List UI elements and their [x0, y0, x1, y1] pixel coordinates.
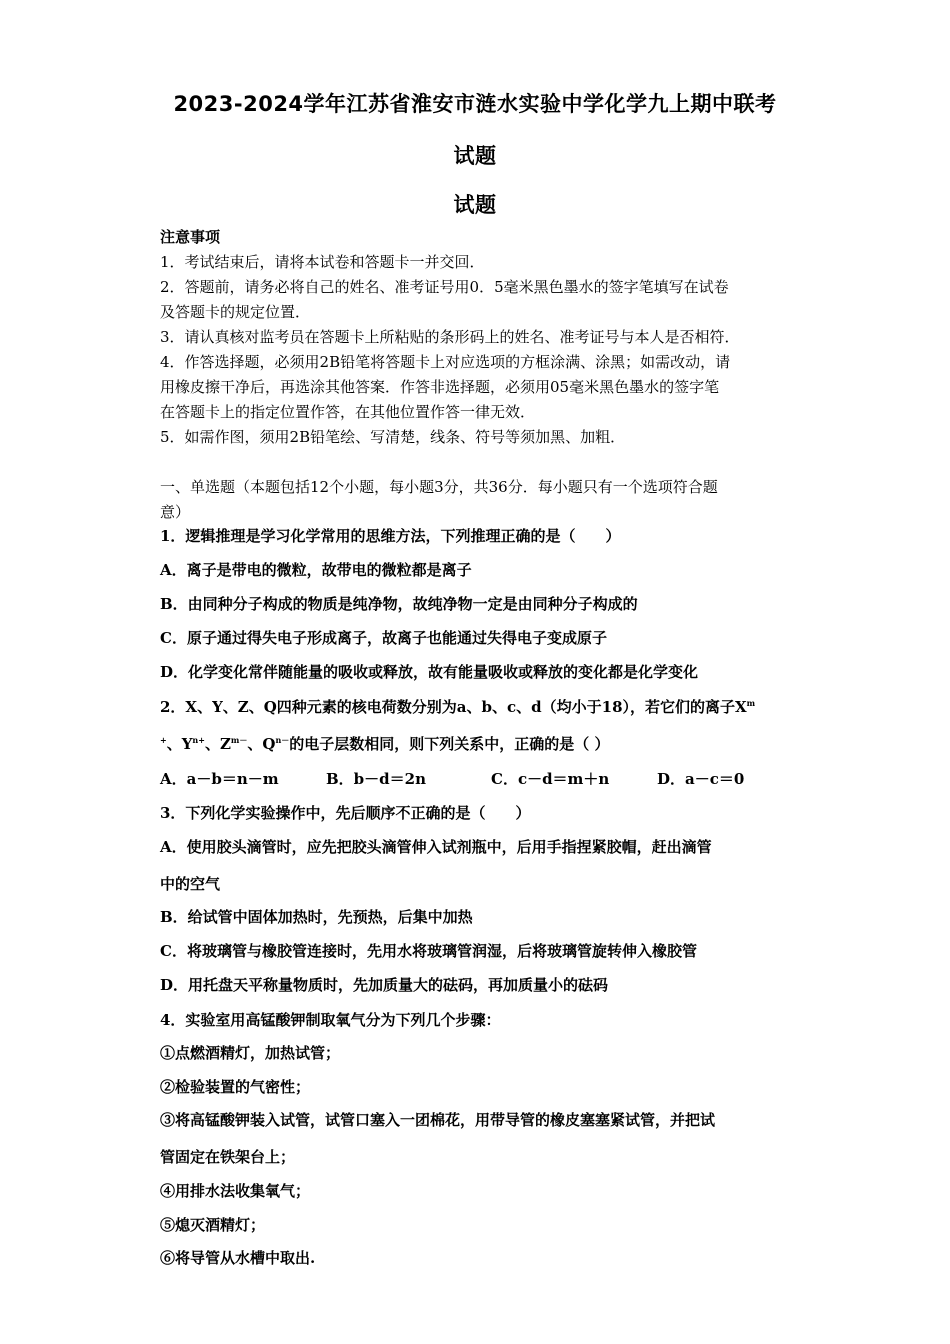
question-1-option-d: D．化学变化常伴随能量的吸收或释放，故有能量吸收或释放的变化都是化学变化 [160, 663, 699, 681]
question-3-option-a-cont: 中的空气 [160, 875, 221, 893]
question-3-option-a: A．使用胶头滴管时，应先把胶头滴管伸入试剂瓶中，后用手指捏紧胶帽，赶出滴管 [160, 838, 712, 856]
ion-q: 、Q [247, 735, 276, 753]
question-4-step-cont: 管固定在铁架台上； [160, 1148, 296, 1166]
question-2-option-d: D．a－c＝0 [657, 770, 745, 788]
question-4-step: ④用排水法收集氧气； [160, 1182, 311, 1200]
question-3-option-b: B．给试管中固体加热时，先预热，后集中加热 [160, 908, 473, 926]
question-4-stem: 4．实验室用高锰酸钾制取氧气分为下列几个步骤： [160, 1011, 501, 1029]
section-heading-cont: 意） [160, 503, 191, 521]
question-2-options [160, 769, 800, 789]
question-2-stem-end: 的电子层数相同，则下列关系中，正确的是（ ） [289, 735, 610, 753]
superscript: m [746, 698, 756, 708]
ion-z: 、Z [204, 735, 231, 753]
note-line: 及答题卡的规定位置． [160, 303, 311, 321]
question-4-step: ⑤熄灭酒精灯； [160, 1216, 266, 1234]
section-heading: 一、单选题（本题包括12个小题，每小题3分，共36分．每小题只有一个选项符合题 [160, 478, 718, 496]
question-2-option-b: B．b－d＝2n [326, 770, 426, 788]
question-1-option-b: B．由同种分子构成的物质是纯净物，故纯净物一定是由同种分子构成的 [160, 595, 638, 613]
exam-title-line1: 2023-2024学年江苏省淮安市涟水实验中学化学九上期中联考 [173, 92, 777, 116]
question-4-step: ⑥将导管从水槽中取出. [160, 1249, 316, 1267]
notes-heading: 注意事项 [160, 228, 221, 246]
exam-title-line2: 试题 [453, 144, 497, 168]
superscript: + [160, 735, 167, 745]
superscript: n+ [192, 735, 205, 745]
note-line: 1．考试结束后，请将本试卷和答题卡一并交回． [160, 253, 485, 271]
question-3-option-d: D．用托盘天平称量物质时，先加质量大的砝码，再加质量小的砝码 [160, 976, 609, 994]
superscript: m－ [230, 735, 248, 745]
question-1-option-a: A．离子是带电的微粒，故带电的微粒都是离子 [160, 561, 472, 579]
note-line: 5．如需作图，须用2B铅笔绘、写清楚，线条、符号等须加黑、加粗． [160, 428, 626, 446]
question-1-option-c: C．原子通过得失电子形成离子，故离子也能通过失得电子变成原子 [160, 629, 607, 647]
note-line: 用橡皮擦干净后，再选涂其他答案．作答非选择题，必须用05毫米黑色墨水的签字笔 [160, 378, 720, 396]
note-line: 4．作答选择题，必须用2B铅笔将答题卡上对应选项的方框涂满、涂黑；如需改动，请 [160, 353, 731, 371]
question-4-step: ③将高锰酸钾装入试管，试管口塞入一团棉花，用带导管的橡皮塞塞紧试管，并把试 [160, 1111, 716, 1129]
note-line: 在答题卡上的指定位置作答，在其他位置作答一律无效． [160, 403, 536, 421]
superscript: n－ [275, 735, 290, 745]
question-1-stem: 1．逻辑推理是学习化学常用的思维方法，下列推理正确的是（ ） [160, 527, 621, 545]
question-4-step: ①点燃酒精灯，加热试管； [160, 1044, 341, 1062]
question-4-step: ②检验装置的气密性； [160, 1078, 311, 1096]
question-3-stem: 3．下列化学实验操作中，先后顺序不正确的是（ ） [160, 804, 531, 822]
question-3-option-c: C．将玻璃管与橡胶管连接时，先用水将玻璃管润湿，后将玻璃管旋转伸入橡胶管 [160, 942, 697, 960]
exam-title-line3: 试题 [453, 193, 497, 217]
question-2-option-a: A．a－b＝n－m [160, 770, 279, 788]
question-2-stem [160, 697, 800, 717]
note-line: 2．答题前，请务必将自己的姓名、准考证号用0．5毫米黑色墨水的签字笔填写在试卷 [160, 278, 729, 296]
question-2-option-c: C．c－d＝m＋n [491, 770, 610, 788]
note-line: 3．请认真核对监考员在答题卡上所粘贴的条形码上的姓名、准考证号与本人是否相符． [160, 328, 740, 346]
question-2-stem-text: 2．X、Y、Z、Q四种元素的核电荷数分别为a、b、c、d（均小于18），若它们的离子X [160, 698, 747, 716]
ion-y: 、Y [166, 735, 193, 753]
question-2-stem-cont [160, 734, 800, 754]
